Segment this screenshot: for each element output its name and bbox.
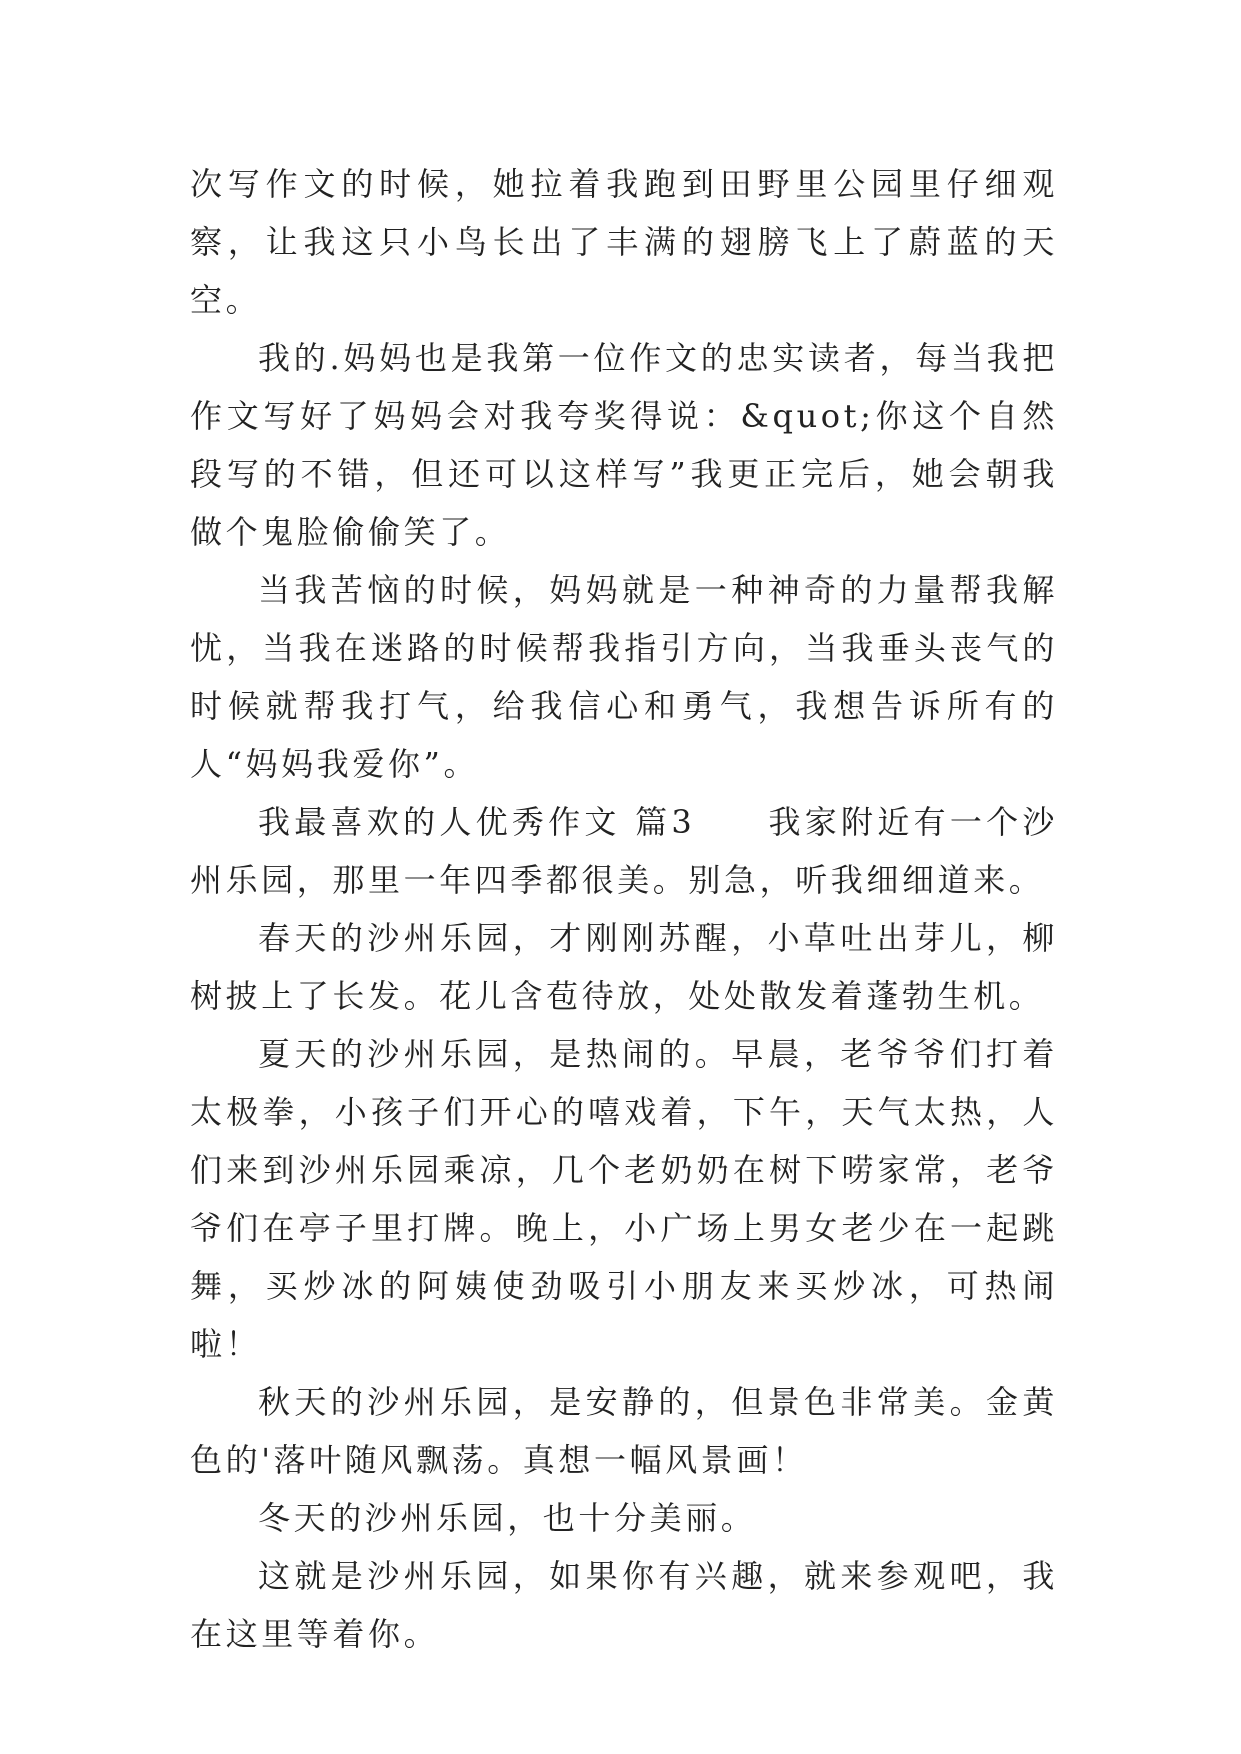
paragraph-7: 秋天的沙州乐园，是安静的，但景色非常美。金黄色的'落叶随风飘荡。真想一幅风景画！: [190, 1383, 1058, 1479]
paragraph-6: 夏天的沙州乐园，是热闹的。早晨，老爷爷们打着太极拳，小孩子们开心的嘻戏着，下午，天气太热，人们来到沙州乐园乘凉，几个老奶奶在树下唠家常，老爷爷们在亭子里打牌。晚上，小广场上男女老少在一起跳舞，买炒冰的阿姨使劲吸引小朋友来买炒冰，可热闹啦！: [190, 1035, 1058, 1363]
paragraph-9: 这就是沙州乐园，如果你有兴趣，就来参观吧，我在这里等着你。: [190, 1557, 1058, 1653]
paragraph-3: 当我苦恼的时候，妈妈就是一种神奇的力量帮我解忧，当我在迷路的时候帮我指引方向，当我垂头丧气的时候就帮我打气，给我信心和勇气，我想告诉所有的人“妈妈我爱你”。: [190, 571, 1058, 783]
paragraph-5: 春天的沙州乐园，才刚刚苏醒，小草吐出芽儿，柳树披上了长发。花儿含苞待放，处处散发着蓬勃生机。: [190, 919, 1058, 1015]
document-body: [190, 155, 1058, 1663]
paragraph-8: 冬天的沙州乐园，也十分美丽。: [258, 1499, 757, 1537]
paragraph-2: 我的.妈妈也是我第一位作文的忠实读者，每当我把作文写好了妈妈会对我夸奖得说：&quot;你这个自然段写的不错，但还可以这样写”我更正完后，她会朝我做个鬼脸偷偷笑了。: [190, 339, 1058, 551]
paragraph-1: 次写作文的时候，她拉着我跑到田野里公园里仔细观察，让我这只小鸟长出了丰满的翅膀飞上了蔚蓝的天空。: [190, 165, 1058, 319]
paragraph-4: 我最喜欢的人优秀作文 篇3 我家附近有一个沙州乐园，那里一年四季都很美。别急，听我细细道来。: [190, 803, 1058, 899]
